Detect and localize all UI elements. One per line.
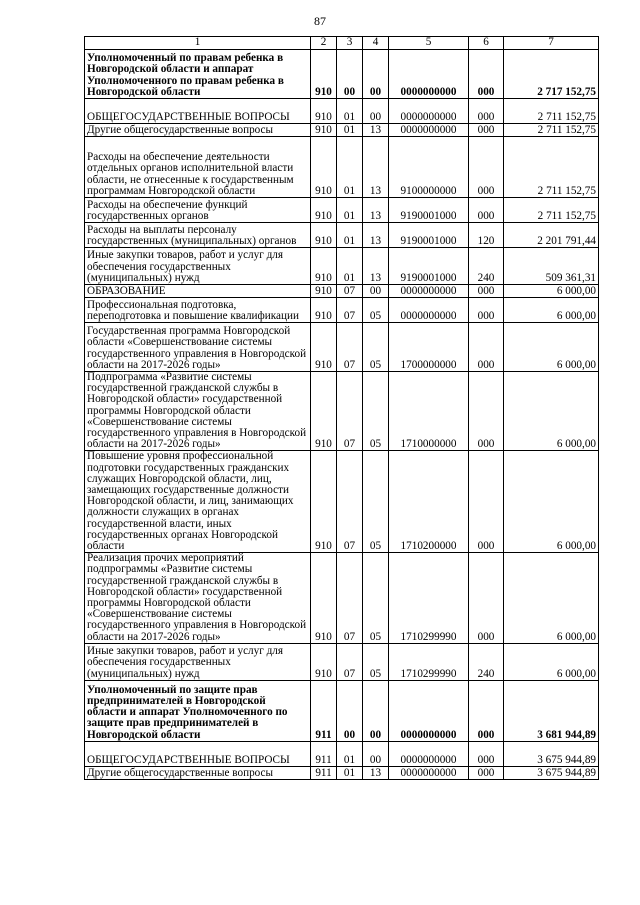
section-code-cell: 01	[337, 99, 363, 124]
subsection-code-cell: 05	[363, 451, 389, 553]
section-code-cell: 01	[337, 124, 363, 137]
subsection-code-cell: 00	[363, 50, 389, 99]
amount-cell: 6 000,00	[504, 643, 599, 680]
row-name-cell: Расходы на обеспечение функций государственных органов	[85, 198, 311, 223]
subsection-code-cell: 00	[363, 285, 389, 298]
section-code-cell: 01	[337, 741, 363, 766]
section-code-cell: 00	[337, 680, 363, 741]
subsection-code-cell: 00	[363, 741, 389, 766]
table-row	[85, 223, 599, 248]
table-row	[85, 372, 599, 451]
subsection-code-cell: 13	[363, 198, 389, 223]
row-name-cell: Другие общегосударственные вопросы	[85, 766, 311, 779]
row-name-cell: ОБЩЕГОСУДАРСТВЕННЫЕ ВОПРОСЫ	[85, 741, 311, 766]
row-name-cell: Расходы на выплаты персоналу государственных (муниципальных) органов	[85, 223, 311, 248]
amount-cell: 6 000,00	[504, 323, 599, 372]
admin-code-cell: 910	[311, 137, 337, 198]
section-code-cell: 07	[337, 372, 363, 451]
amount-cell: 3 675 944,89	[504, 766, 599, 779]
admin-code-cell: 911	[311, 680, 337, 741]
section-code-cell: 01	[337, 137, 363, 198]
target-article-cell: 1710000000	[389, 372, 469, 451]
expense-type-cell: 000	[469, 124, 504, 137]
admin-code-cell: 911	[311, 766, 337, 779]
expense-type-cell: 000	[469, 680, 504, 741]
row-name-cell: ОБЩЕГОСУДАРСТВЕННЫЕ ВОПРОСЫ	[85, 99, 311, 124]
admin-code-cell: 910	[311, 285, 337, 298]
subsection-code-cell: 13	[363, 223, 389, 248]
subsection-code-cell: 05	[363, 323, 389, 372]
expense-type-cell: 000	[469, 298, 504, 323]
header-cell: 2	[311, 37, 337, 50]
table-row	[85, 741, 599, 766]
admin-code-cell: 910	[311, 124, 337, 137]
header-cell: 1	[85, 37, 311, 50]
amount-cell: 509 361,31	[504, 248, 599, 285]
amount-cell: 6 000,00	[504, 298, 599, 323]
amount-cell: 3 681 944,89	[504, 680, 599, 741]
target-article-cell: 0000000000	[389, 50, 469, 99]
amount-cell: 6 000,00	[504, 285, 599, 298]
row-name-cell: Профессиональная подготовка, переподготовка и повышение квалификации	[85, 298, 311, 323]
subsection-code-cell: 05	[363, 643, 389, 680]
budget-table	[84, 36, 599, 780]
admin-code-cell: 910	[311, 323, 337, 372]
expense-type-cell: 240	[469, 643, 504, 680]
subsection-code-cell: 05	[363, 298, 389, 323]
expense-type-cell: 000	[469, 198, 504, 223]
table-row	[85, 643, 599, 680]
table-row	[85, 137, 599, 198]
admin-code-cell: 910	[311, 223, 337, 248]
admin-code-cell: 910	[311, 553, 337, 644]
section-code-cell: 01	[337, 766, 363, 779]
target-article-cell: 0000000000	[389, 298, 469, 323]
admin-code-cell: 910	[311, 298, 337, 323]
row-name-cell: Подпрограмма «Развитие системы государственной гражданской службы в Новгородской области» государственной программы Новгородской области «Совершенствование системы государственного управления в Новгородской области на 2017-2026 годы»	[85, 372, 311, 451]
admin-code-cell: 910	[311, 451, 337, 553]
section-code-cell: 07	[337, 298, 363, 323]
section-code-cell: 07	[337, 285, 363, 298]
section-code-cell: 07	[337, 553, 363, 644]
table-row	[85, 323, 599, 372]
amount-cell: 2 711 152,75	[504, 124, 599, 137]
section-code-cell: 07	[337, 323, 363, 372]
row-name-cell: Уполномоченный по правам ребенка в Новгородской области и аппарат Уполномоченного по правам ребенка в Новгородской области	[85, 50, 311, 99]
section-code-cell: 07	[337, 451, 363, 553]
amount-cell: 2 201 791,44	[504, 223, 599, 248]
admin-code-cell: 910	[311, 50, 337, 99]
amount-cell: 6 000,00	[504, 372, 599, 451]
target-article-cell: 0000000000	[389, 99, 469, 124]
section-code-cell: 07	[337, 643, 363, 680]
expense-type-cell: 000	[469, 137, 504, 198]
subsection-code-cell: 13	[363, 124, 389, 137]
subsection-code-cell: 00	[363, 99, 389, 124]
subsection-code-cell: 05	[363, 372, 389, 451]
subsection-code-cell: 05	[363, 553, 389, 644]
table-row	[85, 553, 599, 644]
row-name-cell: Иные закупки товаров, работ и услуг для обеспечения государственных (муниципальных) нужд	[85, 248, 311, 285]
row-name-cell: Расходы на обеспечение деятельности отдельных органов исполнительной власти области, не отнесенные к государственным программам Новгородской области	[85, 137, 311, 198]
admin-code-cell: 910	[311, 99, 337, 124]
row-name-cell: Иные закупки товаров, работ и услуг для обеспечения государственных (муниципальных) нужд	[85, 643, 311, 680]
row-name-cell: Государственная программа Новгородской области «Совершенствование системы государственного управления в Новгородской области на 2017-2026 годы»	[85, 323, 311, 372]
amount-cell: 2 711 152,75	[504, 198, 599, 223]
subsection-code-cell: 00	[363, 680, 389, 741]
target-article-cell: 1710200000	[389, 451, 469, 553]
section-code-cell: 01	[337, 248, 363, 285]
amount-cell: 2 711 152,75	[504, 137, 599, 198]
expense-type-cell: 000	[469, 451, 504, 553]
expense-type-cell: 000	[469, 50, 504, 99]
target-article-cell: 9190001000	[389, 223, 469, 248]
target-article-cell: 1710299990	[389, 643, 469, 680]
target-article-cell: 0000000000	[389, 680, 469, 741]
target-article-cell: 0000000000	[389, 285, 469, 298]
page-number: 87	[314, 14, 326, 28]
expense-type-cell: 000	[469, 285, 504, 298]
admin-code-cell: 911	[311, 741, 337, 766]
table-row	[85, 50, 599, 99]
row-name-cell: Реализация прочих мероприятий подпрограммы «Развитие системы государственной гражданской службы в Новгородской области» государственной программы Новгородской области «Совершенствование системы государственного управления в Новгородской области на 2017-2026 годы»	[85, 553, 311, 644]
table-row	[85, 298, 599, 323]
admin-code-cell: 910	[311, 248, 337, 285]
table-row	[85, 451, 599, 553]
amount-cell: 2 717 152,75	[504, 50, 599, 99]
table-row	[85, 680, 599, 741]
admin-code-cell: 910	[311, 372, 337, 451]
header-cell: 7	[504, 37, 599, 50]
target-article-cell: 1710299990	[389, 553, 469, 644]
subsection-code-cell: 13	[363, 248, 389, 285]
admin-code-cell: 910	[311, 198, 337, 223]
row-name-cell: Уполномоченный по защите прав предпринимателей в Новгородской области и аппарат Уполномоченного по защите прав предпринимателей в Новгородской области	[85, 680, 311, 741]
amount-cell: 3 675 944,89	[504, 741, 599, 766]
section-code-cell: 01	[337, 198, 363, 223]
target-article-cell: 9190001000	[389, 198, 469, 223]
header-cell: 4	[363, 37, 389, 50]
target-article-cell: 9100000000	[389, 137, 469, 198]
table-row	[85, 285, 599, 298]
expense-type-cell: 240	[469, 248, 504, 285]
admin-code-cell: 910	[311, 643, 337, 680]
subsection-code-cell: 13	[363, 137, 389, 198]
expense-type-cell: 000	[469, 553, 504, 644]
amount-cell: 6 000,00	[504, 553, 599, 644]
header-cell: 6	[469, 37, 504, 50]
subsection-code-cell: 13	[363, 766, 389, 779]
target-article-cell: 9190001000	[389, 248, 469, 285]
target-article-cell: 0000000000	[389, 766, 469, 779]
expense-type-cell: 000	[469, 741, 504, 766]
table-header-row	[85, 37, 599, 50]
expense-type-cell: 000	[469, 372, 504, 451]
header-cell: 5	[389, 37, 469, 50]
table-row	[85, 766, 599, 779]
section-code-cell: 01	[337, 223, 363, 248]
table-row	[85, 99, 599, 124]
expense-type-cell: 000	[469, 99, 504, 124]
target-article-cell: 0000000000	[389, 741, 469, 766]
section-code-cell: 00	[337, 50, 363, 99]
row-name-cell: Другие общегосударственные вопросы	[85, 124, 311, 137]
expense-type-cell: 000	[469, 323, 504, 372]
table-row	[85, 198, 599, 223]
expense-type-cell: 000	[469, 766, 504, 779]
table-row	[85, 124, 599, 137]
amount-cell: 2 711 152,75	[504, 99, 599, 124]
row-name-cell: Повышение уровня профессиональной подготовки государственных гражданских служащих Новгородской области, лиц, замещающих государственные должности Новгородской области, и лиц, занимающих должности служащих в органах государственной власти, иных государственных органах Новгородской области	[85, 451, 311, 553]
expense-type-cell: 120	[469, 223, 504, 248]
amount-cell: 6 000,00	[504, 451, 599, 553]
target-article-cell: 1700000000	[389, 323, 469, 372]
row-name-cell: ОБРАЗОВАНИЕ	[85, 285, 311, 298]
target-article-cell: 0000000000	[389, 124, 469, 137]
header-cell: 3	[337, 37, 363, 50]
table-row	[85, 248, 599, 285]
